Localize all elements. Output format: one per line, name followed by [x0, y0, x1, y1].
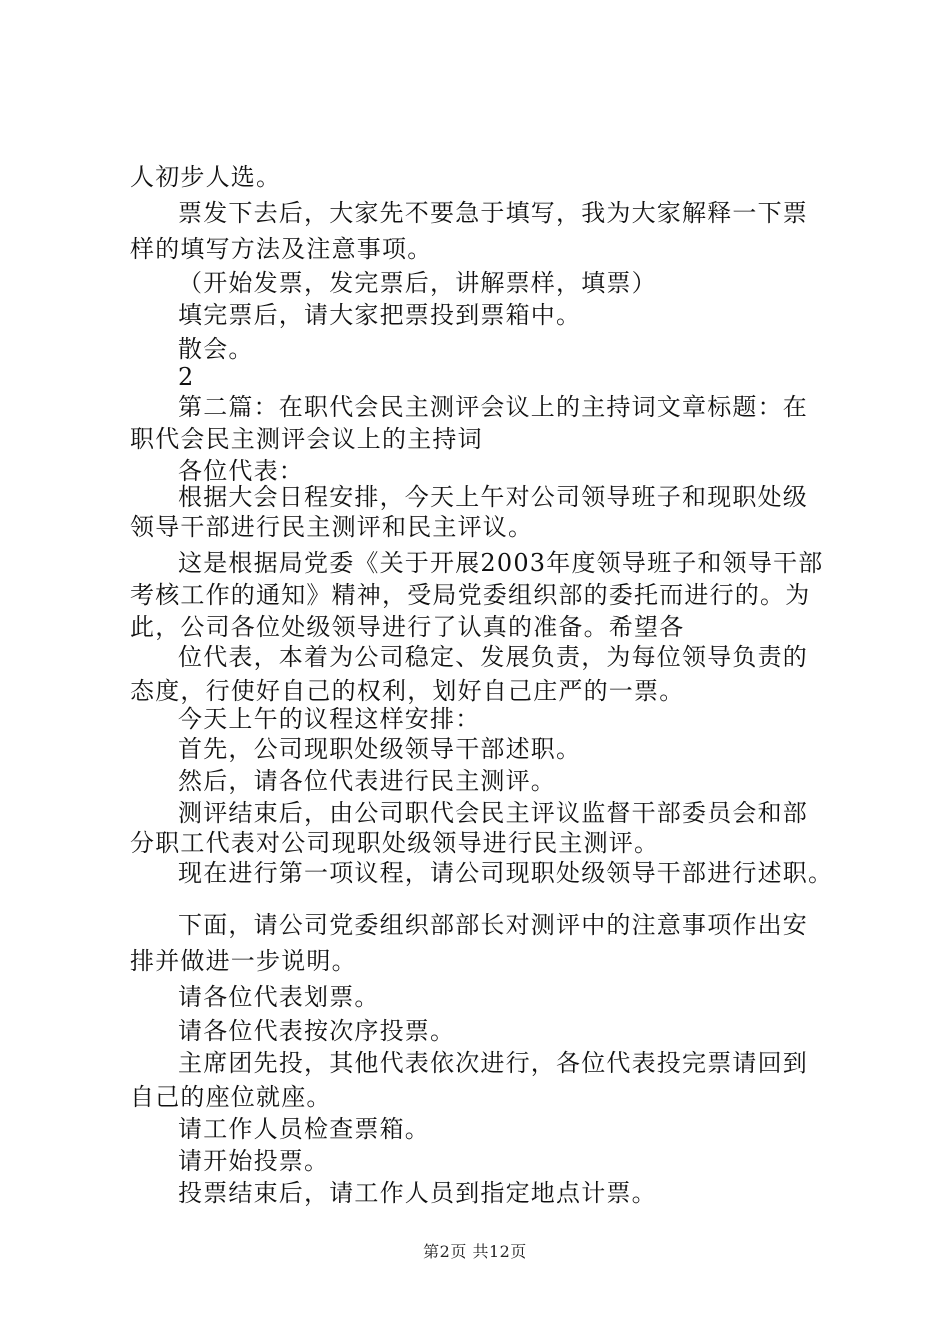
body-line: 根据大会日程安排，今天上午对公司领导班子和现职处级: [178, 483, 808, 511]
body-line: 人初步人选。: [130, 163, 282, 191]
salutation: 各位代表：: [178, 457, 304, 485]
body-line: 票发下去后，大家先不要急于填写，我为大家解释一下票: [178, 199, 808, 227]
page-number-marker: 2: [178, 363, 195, 391]
body-line: 主席团先投，其他代表依次进行，各位代表投完票请回到: [178, 1049, 808, 1077]
body-line: 请各位代表划票。: [178, 983, 380, 1011]
body-line: 请各位代表按次序投票。: [178, 1017, 456, 1045]
body-line: 下面，请公司党委组织部部长对测评中的注意事项作出安: [178, 911, 808, 939]
body-line: 请工作人员检查票箱。: [178, 1115, 430, 1143]
section-title: 职代会民主测评会议上的主持词: [130, 425, 483, 453]
body-line: 然后，请各位代表进行民主测评。: [178, 767, 556, 795]
body-line: 态度，行使好自己的权利，划好自己庄严的一票。: [130, 677, 685, 705]
body-line: 领导干部进行民主测评和民主评议。: [130, 513, 534, 541]
body-line: 考核工作的通知》精神，受局党委组织部的委托而进行的。为: [130, 581, 811, 609]
body-line: 请开始投票。: [178, 1147, 330, 1175]
body-line: 散会。: [178, 335, 254, 363]
body-line: 现在进行第一项议程，请公司现职处级领导干部进行述职。: [178, 859, 834, 887]
body-line: 排并做进一步说明。: [130, 947, 357, 975]
body-line: 样的填写方法及注意事项。: [130, 235, 433, 263]
body-line: 此，公司各位处级领导进行了认真的准备。希望各: [130, 613, 685, 641]
body-line: 首先，公司现职处级领导干部述职。: [178, 735, 582, 763]
body-line: 自己的座位就座。: [130, 1083, 332, 1111]
body-line: 测评结束后，由公司职代会民主评议监督干部委员会和部: [178, 799, 808, 827]
body-line: 今天上午的议程这样安排：: [178, 705, 481, 733]
body-line: 投票结束后，请工作人员到指定地点计票。: [178, 1179, 657, 1207]
body-line: 位代表，本着为公司稳定、发展负责，为每位领导负责的: [178, 643, 808, 671]
body-line: 这是根据局党委《关于开展2003年度领导班子和领导干部: [178, 549, 824, 577]
body-line: 填完票后，请大家把票投到票箱中。: [178, 301, 582, 329]
body-line: （开始发票，发完票后，讲解票样，填票）: [178, 269, 657, 297]
page-footer: 第2页 共12页: [423, 1242, 527, 1261]
body-line: 分职工代表对公司现职处级领导进行民主测评。: [130, 829, 660, 857]
section-title: 第二篇：在职代会民主测评会议上的主持词文章标题：在: [178, 393, 808, 421]
